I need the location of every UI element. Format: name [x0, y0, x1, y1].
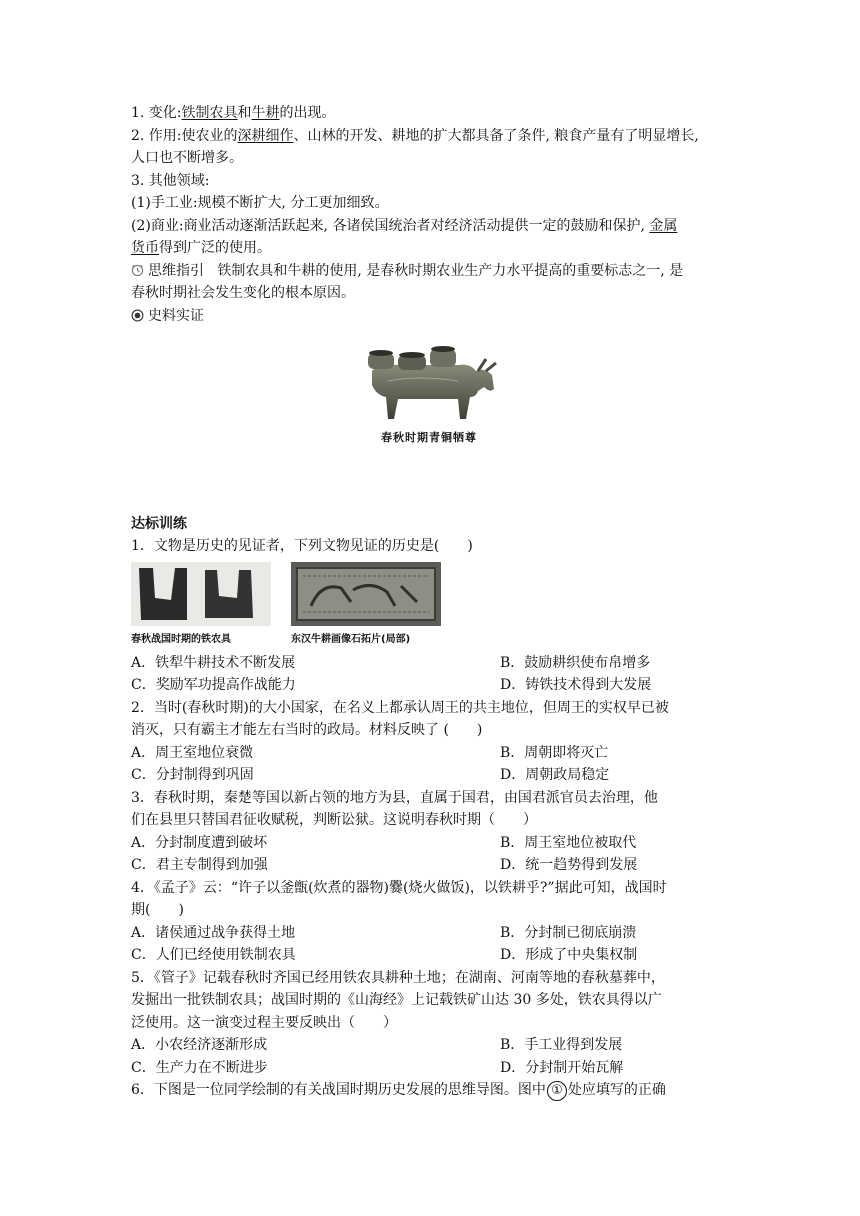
note-line-5 — [131, 215, 731, 238]
keyword-metal: 金属 — [649, 217, 678, 234]
option-d[interactable]: D．统一趋势得到发展 — [500, 857, 638, 873]
keyword-deep-tillage: 深耕细作 — [237, 127, 294, 144]
option-d[interactable]: D．分封制开始瓦解 — [500, 1059, 624, 1076]
question-1 — [131, 535, 731, 697]
note-line-1 — [131, 102, 731, 125]
options-row — [131, 1057, 731, 1080]
ox-plough-rubbing-photo — [291, 562, 451, 645]
question-4 — [131, 877, 731, 967]
thinking-tip-2: 春秋时期社会发生变化的根本原因。 — [131, 285, 355, 301]
bronze-ox-vessel-image — [358, 341, 500, 423]
quiz-section — [131, 535, 731, 1102]
question-1-images — [131, 562, 731, 648]
option-a[interactable]: A．分封制度遭到破坏 — [131, 834, 268, 851]
option-a[interactable]: A．小农经济逐渐形成 — [131, 1037, 268, 1053]
options-row — [131, 1034, 731, 1057]
option-b[interactable]: B．手工业得到发展 — [500, 1037, 623, 1053]
note-text: 1. 变化: — [131, 105, 182, 121]
option-c[interactable]: C．人们已经使用铁制农具 — [131, 947, 296, 963]
options-row — [131, 832, 731, 855]
note-line-2 — [131, 125, 731, 148]
image-caption: 春秋战国时期的铁农具 — [131, 633, 231, 645]
question-stem: 泛使用。这一演变过程主要反映出（ ） — [131, 1014, 397, 1031]
question-stem: 期( ) — [131, 902, 184, 918]
tip-text: 铁制农具和牛耕的使用, 是春秋时期农业生产力水平提高的重要标志之一, 是 — [217, 262, 684, 279]
note-line-4: (1)手工业:规模不断扩大, 分工更加细致。 — [131, 195, 389, 211]
ox-plough-rubbing-image — [291, 562, 441, 626]
question-5 — [131, 967, 731, 1080]
keyword-currency: 货币 — [131, 240, 159, 256]
option-d[interactable]: D．周朝政局稳定 — [500, 767, 610, 783]
options-row — [131, 922, 731, 945]
notes-block — [131, 102, 731, 327]
question-text: 6．下图是一位同学绘制的有关战国时期历史发展的思维导图。图中 — [131, 1082, 546, 1098]
image-caption: 东汉牛耕画像石拓片(局部) — [291, 633, 411, 645]
options-row — [131, 652, 731, 675]
note-text: 得到广泛的使用。 — [159, 240, 271, 256]
keyword-iron-tools: 铁制农具 — [181, 105, 238, 121]
evidence-heading — [131, 305, 731, 328]
option-d[interactable]: D．铸铁技术得到大发展 — [500, 677, 652, 693]
question-6-stem — [131, 1079, 731, 1102]
note-text: (2)商业:商业活动逐渐活跃起来, 各诸侯国统治者对经济活动提供一定的鼓励和保护, — [131, 217, 650, 234]
question-stem: 消灭，只有霸主才能左右当时的政局。材料反映了 ( ) — [131, 722, 483, 738]
question-3 — [131, 787, 731, 877]
option-c[interactable]: C．奖励军功提高作战能力 — [131, 677, 296, 693]
tip-label: 思维指引 — [148, 262, 204, 279]
figure-caption: 春秋时期青铜牺尊 — [381, 431, 477, 444]
question-2 — [131, 697, 731, 787]
keyword-ox-plough: 牛耕 — [251, 105, 280, 121]
section-title: 达标训练 — [131, 516, 187, 532]
evidence-label: 史料实证 — [148, 307, 204, 324]
options-row — [131, 742, 731, 765]
option-b[interactable]: B．鼓励耕织使布帛增多 — [500, 654, 651, 671]
question-stem: 们在县里只替国君征收赋税，判断讼狱。这说明春秋时期（ ） — [131, 812, 537, 828]
note-line-2b: 人口也不断增多。 — [131, 150, 243, 166]
option-a[interactable]: A．诸侯通过战争获得土地 — [131, 924, 296, 941]
question-stem: 5．《管子》记载春秋时齐国已经用铁农具耕种土地；在湖南、河南等地的春秋墓葬中， — [131, 969, 665, 986]
iron-tools-photo — [131, 562, 271, 645]
note-text: 2. 作用:使农业的 — [131, 127, 238, 144]
circled-number-one: ① — [547, 1081, 567, 1101]
question-text: 处应填写的正确 — [567, 1082, 666, 1098]
thinking-tip — [131, 260, 731, 283]
question-stem: 2．当时(春秋时期)的大小国家，在名义上都承认周王的共主地位，但周王的实权早已被 — [131, 699, 669, 716]
target-bullet-icon — [131, 309, 144, 322]
option-c[interactable]: C．分封制得到巩固 — [131, 767, 254, 783]
options-row — [131, 854, 731, 877]
options-row — [131, 674, 731, 697]
note-text: 、山林的开发、耕地的扩大都具备了条件, 粮食产量有了明显增长, — [293, 127, 699, 144]
note-line-3: 3. 其他领域: — [131, 172, 210, 189]
note-text: 的出现。 — [279, 105, 336, 121]
question-stem: 4．《孟子》云：“许子以釜甑(炊煮的器物)爨(烧火做饭)，以铁耕乎?”据此可知，战国时 — [131, 879, 667, 896]
option-a[interactable]: A．铁犁牛耕技术不断发展 — [131, 654, 296, 671]
clock-tip-icon — [131, 264, 144, 277]
note-text: 和 — [237, 105, 252, 121]
option-b[interactable]: B．分封制已彻底崩溃 — [500, 924, 637, 941]
question-stem: 1．文物是历史的见证者，下列文物见证的历史是( ) — [131, 538, 473, 554]
iron-tools-image — [131, 562, 271, 626]
bronze-ox-vessel-figure — [358, 341, 500, 453]
question-stem: 3．春秋时期，秦楚等国以新占领的地方为县，直属于国君，由国君派官员去治理，他 — [131, 789, 658, 806]
option-c[interactable]: C．生产力在不断进步 — [131, 1059, 268, 1076]
note-line-5b — [131, 237, 731, 260]
options-row — [131, 764, 731, 787]
option-b[interactable]: B．周王室地位被取代 — [500, 834, 637, 851]
option-a[interactable]: A．周王室地位衰微 — [131, 744, 254, 761]
option-b[interactable]: B．周朝即将灭亡 — [500, 744, 609, 761]
question-stem: 发掘出一批铁制农具；战国时期的《山海经》上记载铁矿山达 30 多处，铁农具得以广 — [131, 992, 662, 1008]
option-c[interactable]: C．君主专制得到加强 — [131, 857, 268, 873]
option-d[interactable]: D．形成了中央集权制 — [500, 947, 638, 963]
options-row — [131, 944, 731, 967]
